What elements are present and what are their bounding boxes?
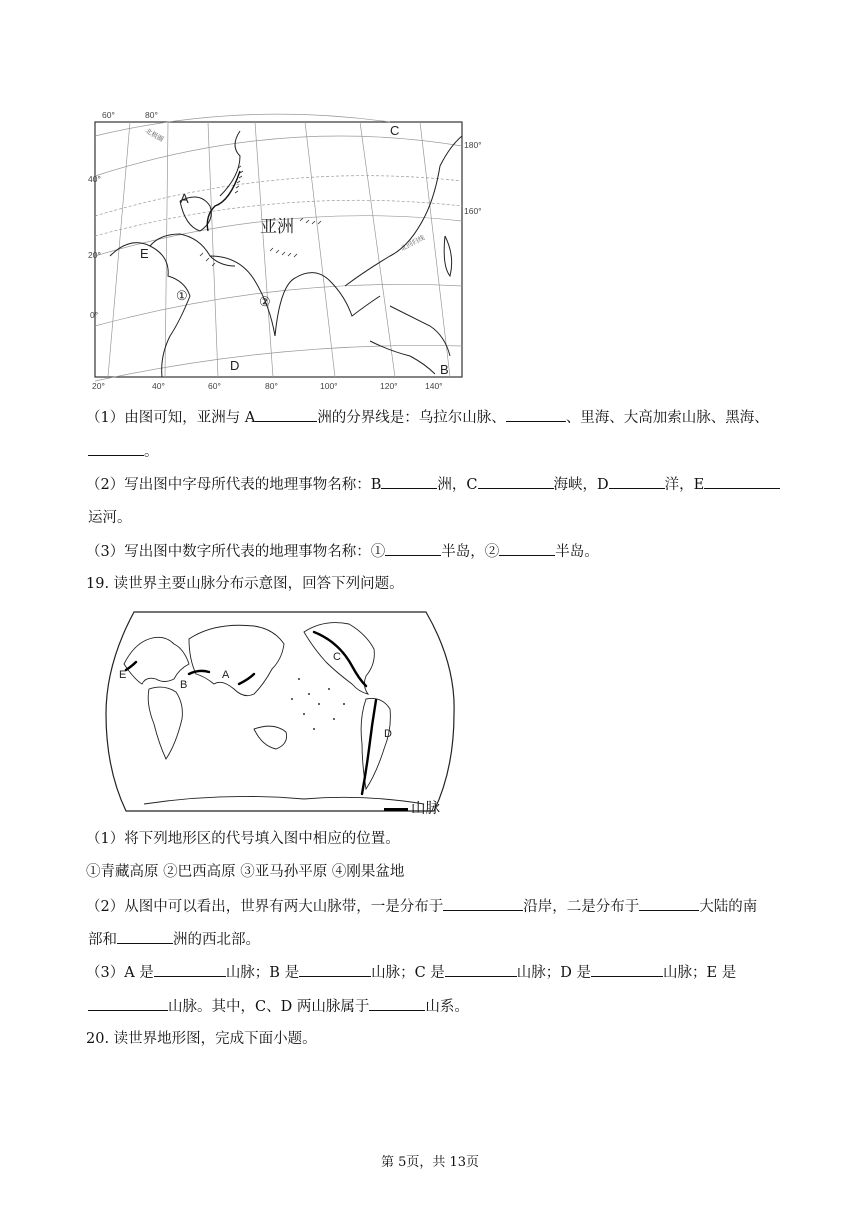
lon-label-40: 40°	[152, 381, 165, 391]
tropic-label: 北回归线	[399, 234, 426, 253]
q18-line3: （2）写出图中字母所代表的地理事物名称：B 洲，C 海峡，D 洋，E	[86, 474, 780, 495]
q19-line5: 山脉。其中，C、D 两山脉属于 山系。	[88, 996, 469, 1017]
map2-letter-a: A	[222, 669, 230, 681]
q19-line3: 部和 洲的西北部。	[88, 929, 260, 950]
lon-label-100: 100°	[320, 381, 338, 391]
map1-letter-a: A	[180, 191, 189, 206]
top-lon-label-60: 60°	[102, 110, 115, 120]
lon-label-140: 140°	[425, 381, 443, 391]
legend-line-icon	[384, 808, 408, 811]
q18-line4: 运河。	[88, 510, 132, 526]
arctic-label: 北极圈	[144, 127, 165, 144]
top-lon-label-80: 80°	[145, 110, 158, 120]
q20-title: 20. 读世界地形图，完成下面小题。	[86, 1031, 317, 1047]
q18-line5: （3）写出图中数字所代表的地理事物名称：① 半岛，② 半岛。	[86, 541, 599, 562]
lon-label-80: 80°	[265, 381, 278, 391]
map1-region-asia: 亚洲	[260, 217, 294, 236]
q19-options: ①青藏高原 ②巴西高原 ③亚马孙平原 ④刚果盆地	[86, 864, 405, 880]
map1-letter-e: E	[140, 246, 149, 261]
asia-map	[88, 106, 482, 391]
lat-label-20: 20°	[88, 250, 101, 260]
map1-letter-b: B	[440, 362, 449, 377]
map1-number-2: ②	[259, 294, 271, 309]
map1-number-1: ①	[176, 288, 188, 303]
lat-label-40: 40°	[88, 174, 101, 184]
q18-line1: （1）由图可知，亚洲与 A 洲的分界线是：乌拉尔山脉、 、里海、大高加索山脉、黑海、	[86, 407, 769, 428]
q19-line4: （3）A 是 山脉；B 是 山脉；C 是 山脉；D 是 山脉；E 是	[86, 962, 736, 983]
world-mountain-map	[104, 604, 456, 819]
q18-line2: 。	[88, 441, 159, 462]
page-footer: 第 5页，共 13页	[380, 1155, 480, 1170]
q19-line2: （2）从图中可以看出，世界有两大山脉带，一是分布于 沿岸，二是分布于 大陆的南	[86, 896, 757, 917]
lon-label-20: 20°	[92, 381, 105, 391]
lon-label-120: 120°	[380, 381, 398, 391]
q19-line1: （1）将下列地形区的代号填入图中相应的位置。	[86, 831, 400, 847]
map1-letter-c: C	[390, 123, 400, 138]
lat-label-0: 0°	[90, 310, 99, 320]
map2-letter-c: C	[333, 651, 341, 663]
right-label-160: 160°	[464, 206, 482, 216]
map2-letter-d: D	[384, 728, 392, 740]
map2-letter-e: E	[119, 669, 127, 681]
map2-legend: 山脉	[384, 799, 440, 819]
right-label-180: 180°	[464, 140, 482, 150]
lon-label-60: 60°	[208, 381, 221, 391]
q19-title: 19. 读世界主要山脉分布示意图，回答下列问题。	[86, 576, 404, 592]
map1-letter-d: D	[230, 358, 240, 373]
map2-letter-b: B	[180, 679, 188, 691]
